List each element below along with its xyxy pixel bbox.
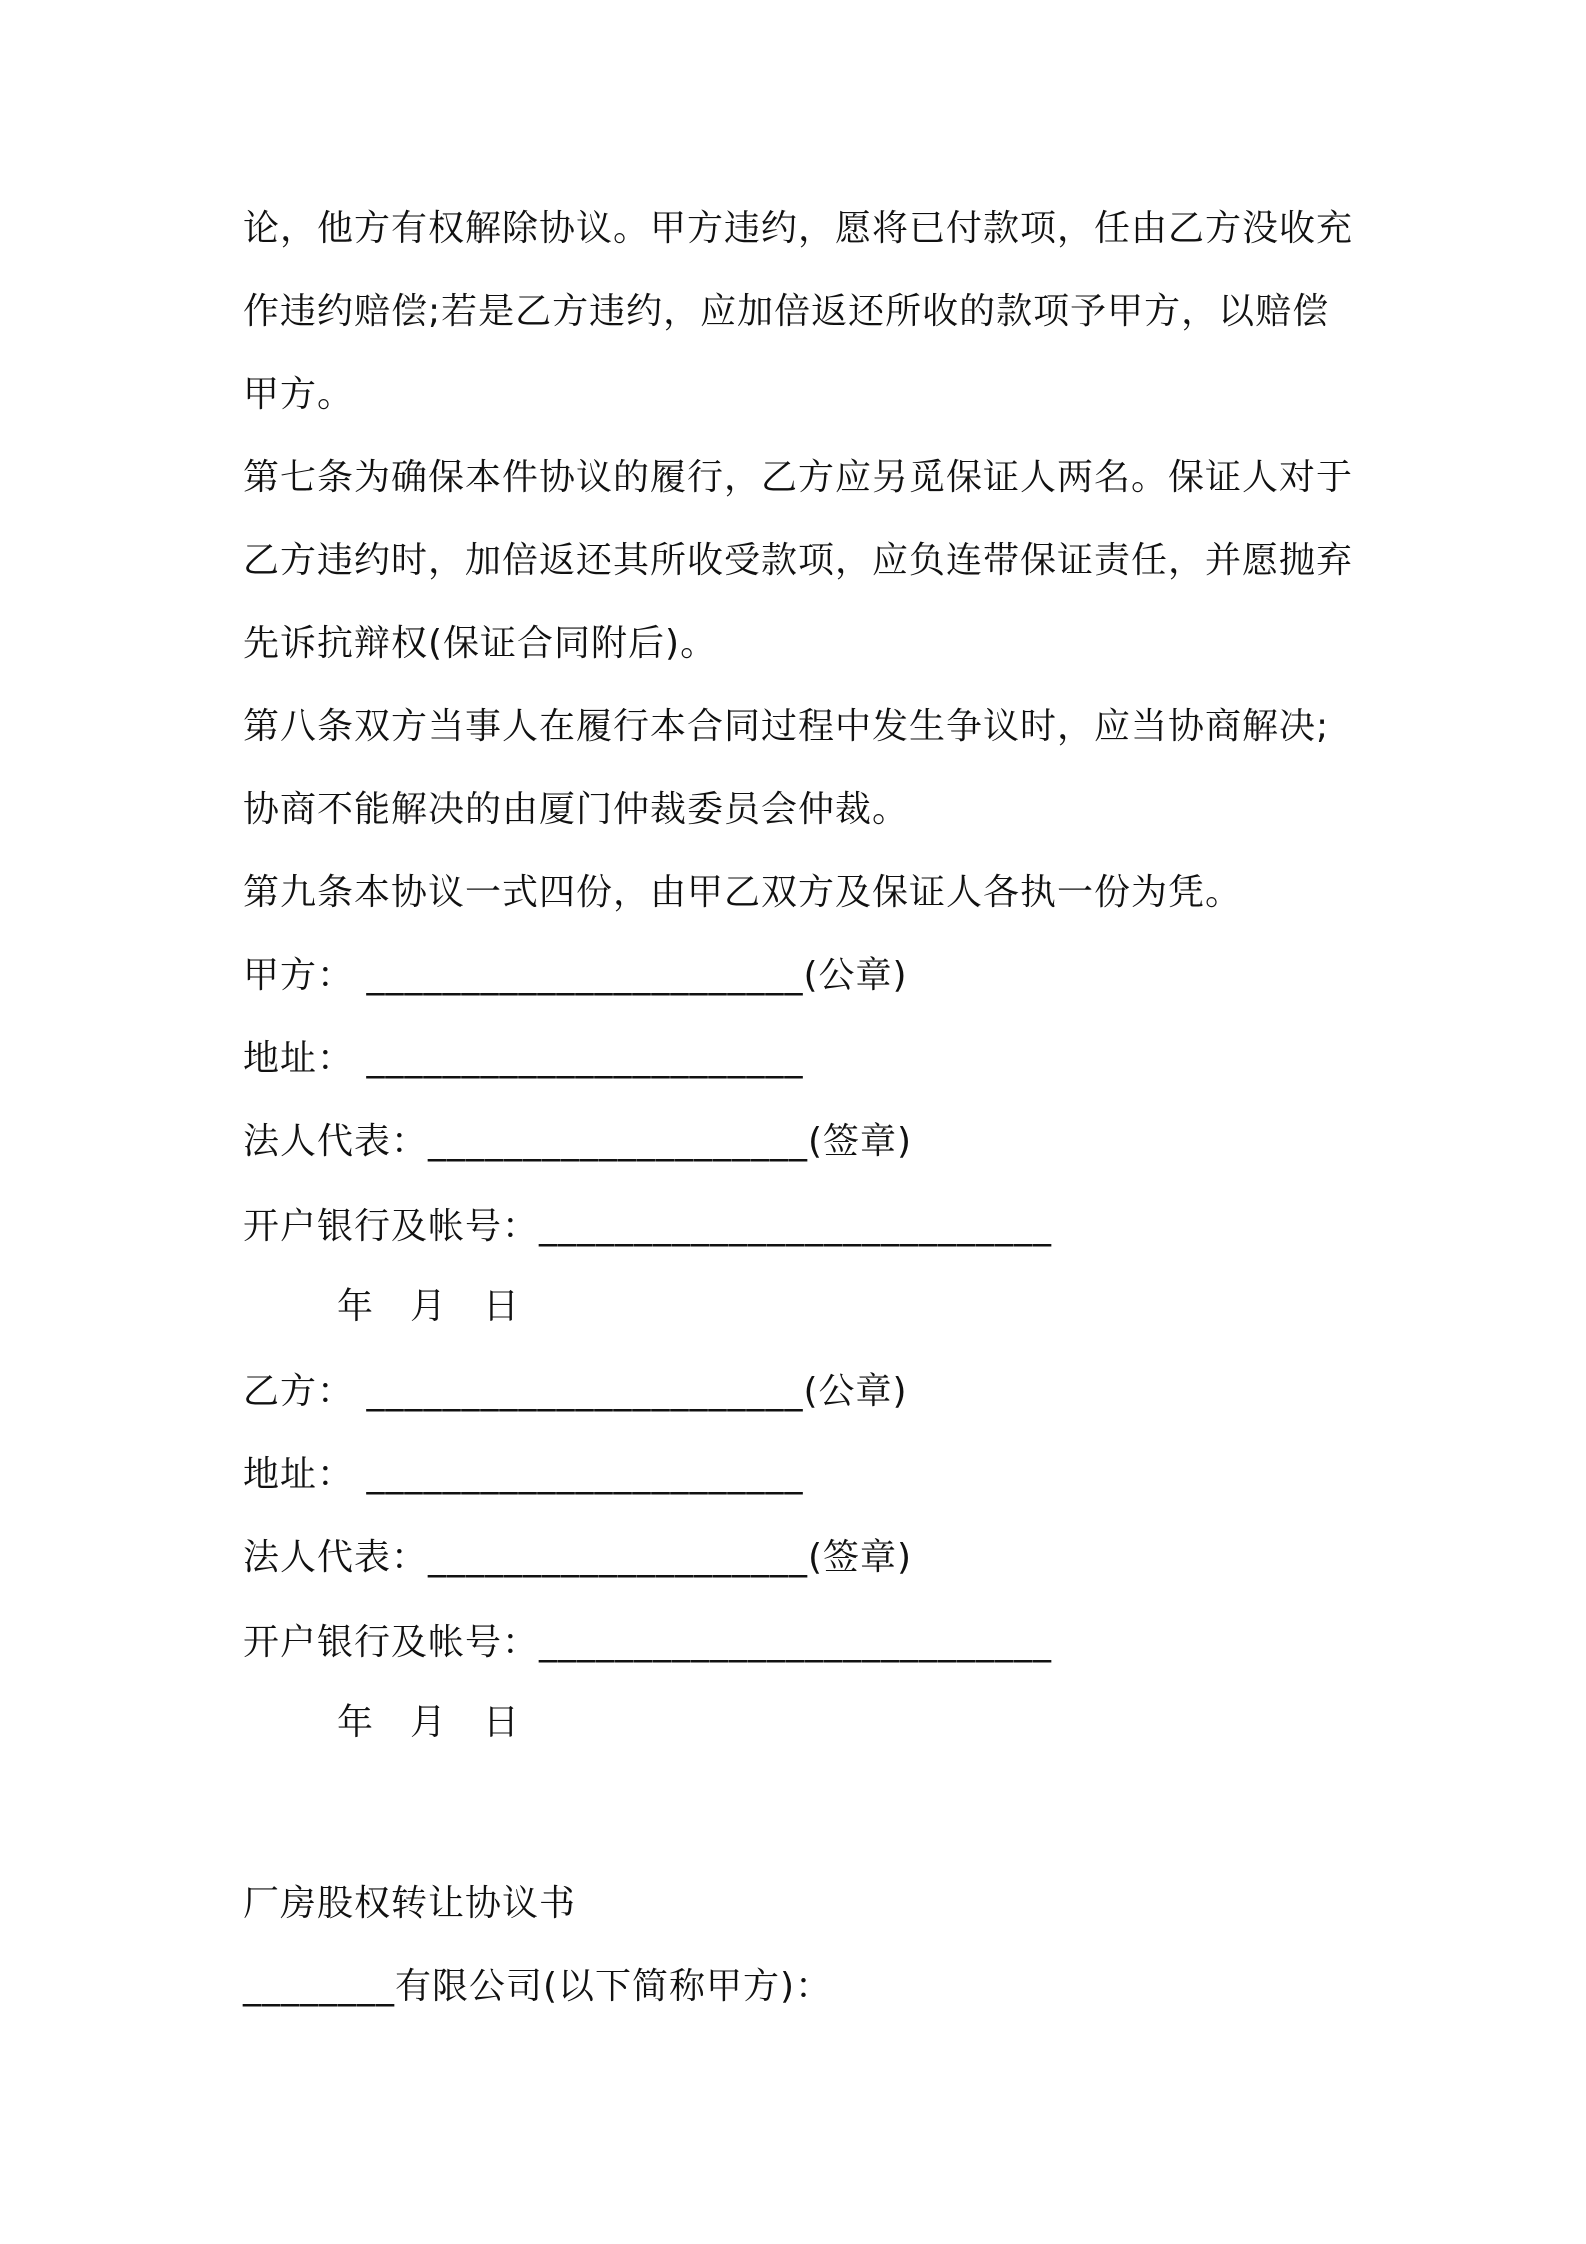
paragraph-line: 作违约赔偿;若是乙方违约，应加倍返还所收的款项予甲方，以赔偿 [243, 291, 1330, 332]
party-a-bank-field: 开户银行及帐号：___________________________ [243, 1206, 1053, 1247]
party-b-name-field: 乙方： _______________________(公章) [243, 1371, 908, 1412]
article-8-line: 协商不能解决的由厦门仲裁委员会仲裁。 [243, 789, 910, 830]
paragraph-line: 甲方。 [243, 374, 355, 415]
date-year: 年 [337, 1286, 375, 1327]
date-year: 年 [337, 1702, 375, 1743]
party-b-bank-field: 开户银行及帐号：___________________________ [243, 1622, 1053, 1663]
next-document-title: 厂房股权转让协议书 [243, 1883, 577, 1924]
party-a-address-field: 地址： _______________________ [243, 1038, 804, 1079]
date-month: 月 [410, 1702, 448, 1743]
article-7-line: 乙方违约时，加倍返还其所收受款项，应负连带保证责任，并愿抛弃 [243, 540, 1354, 581]
party-b-rep-field: 法人代表：____________________(签章) [243, 1537, 913, 1578]
party-a-rep-field: 法人代表：____________________(签章) [243, 1121, 913, 1162]
paragraph-line: 论，他方有权解除协议。甲方违约，愿将已付款项，任由乙方没收充 [243, 208, 1354, 249]
article-8-line: 第八条双方当事人在履行本合同过程中发生争议时，应当协商解决; [243, 706, 1330, 747]
next-document-party-line: ________有限公司(以下简称甲方)： [243, 1966, 833, 2007]
date-day: 日 [483, 1286, 521, 1327]
party-a-date [337, 1283, 520, 1331]
party-b-address-field: 地址： _______________________ [243, 1454, 804, 1495]
party-b-date [337, 1699, 520, 1747]
article-9-line: 第九条本协议一式四份，由甲乙双方及保证人各执一份为凭。 [243, 872, 1243, 913]
article-7-line: 第七条为确保本件协议的履行，乙方应另觅保证人两名。保证人对于 [243, 457, 1354, 498]
date-month: 月 [410, 1286, 448, 1327]
party-a-name-field: 甲方： _______________________(公章) [243, 955, 908, 996]
date-day: 日 [483, 1702, 521, 1743]
article-7-line: 先诉抗辩权(保证合同附后)。 [243, 623, 718, 664]
